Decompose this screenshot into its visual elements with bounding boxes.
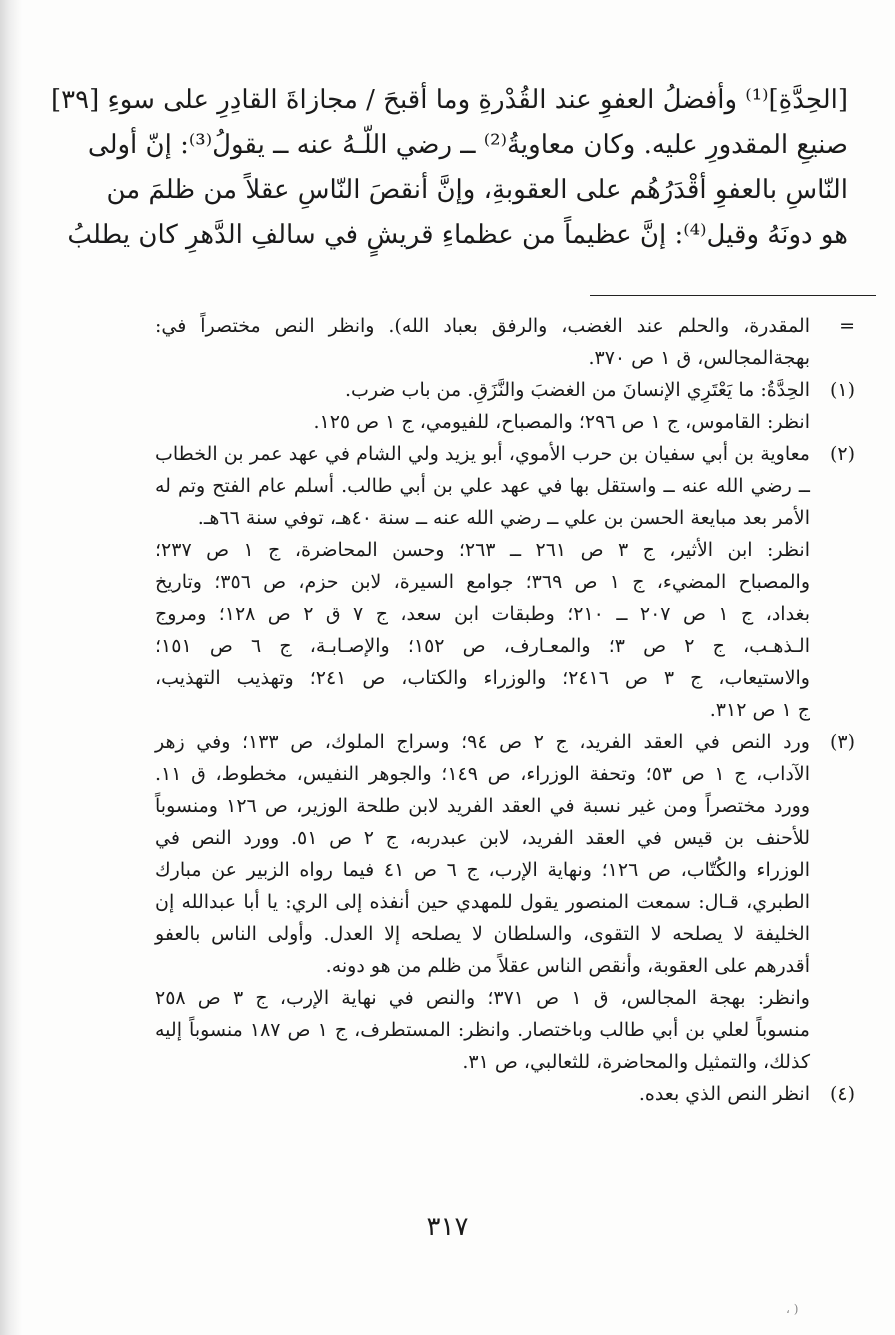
footnote-line: للأحنف بن قيس في العقد الفريد، لابن عبدربه، ج ٢ ص ٥١. وورد النص في — [155, 827, 810, 849]
footnote-line: انظر: ابن الأثير، ج ٣ ص ٢٦١ ــ ٢٦٣؛ وحسن المحاضرة، ج ١ ص ٢٣٧؛ — [155, 539, 810, 561]
footnote-line: كذلك، والتمثيل والمحاضرة، للثعالبي، ص ٣١. — [462, 1051, 810, 1073]
footnote-line: الخليفة لا يصلحه لا التقوى، والسلطان لا يصلحه إلا العدل. وأولى الناس بالعفو — [155, 923, 810, 945]
footnote-marker: = — [839, 315, 855, 337]
binding-shadow — [0, 0, 22, 1335]
footnote-body — [155, 726, 810, 1078]
footnote-continuation — [155, 310, 855, 374]
footnote-line: والاستيعاب، ج ٣ ص ٢٤١٦؛ والوزراء والكتاب، ص ٢٤١؛ وتهذيب التهذيب، — [155, 667, 810, 689]
footnote-separator — [590, 295, 876, 296]
footnotes — [155, 310, 855, 1110]
footnote-2 — [155, 438, 855, 726]
footnote-body — [155, 374, 810, 438]
footnote-marker: (٤) — [829, 1083, 855, 1105]
footnote-line: وانظر: بهجة المجالس، ق ١ ص ٣٧١؛ والنص في نهاية الإرب، ج ٣ ص ٢٥٨ — [155, 987, 810, 1009]
footnote-line: ــ رضي الله عنه ــ واستقل بها في عهد علي بن أبي طالب. أسلم عام الفتح وتم له — [155, 475, 810, 497]
page-number: ٣١٧ — [426, 1212, 469, 1242]
footnote-line: الحِدَّةُ: ما يَعْتَرِي الإنسانَ من الغضبَ والنَّزَقِ. من باب ضرب. — [344, 379, 810, 401]
footnote-line: الآداب، ج ١ ص ٥٣؛ وتحفة الوزراء، ص ١٤٩؛ والجوهر النفيس، مخطوط، ق ١١. — [155, 763, 810, 785]
footnote-line: والمصباح المضيء، ج ١ ص ٣٦٩؛ جوامع السيرة، لابن حزم، ص ٣٥٦؛ وتاريخ — [155, 571, 810, 593]
footnote-line: بهجةالمجالس، ق ١ ص ٣٧٠. — [588, 347, 810, 369]
footnote-line: وورد مختصراً ومن غير نسبة في العقد الفريد لابن طلحة الوزير، ص ١٢٦ ومنسوباً — [155, 795, 811, 817]
main-text — [50, 78, 848, 258]
footnote-body — [155, 1078, 810, 1110]
footnote-marker: (١) — [829, 379, 855, 401]
footnote-marker: (٣) — [829, 731, 855, 753]
footnote-marker: (٢) — [829, 443, 855, 465]
footnote-body — [155, 438, 810, 726]
footnote-line: منسوباً لعلي بن أبي طالب وباختصار. وانظر: المستطرف، ج ١ ص ١٨٧ منسوباً إليه — [155, 1019, 810, 1041]
footnote-4 — [155, 1078, 855, 1110]
footnote-3 — [155, 726, 855, 1078]
main-text-line: صنيعِ المقدورِ عليه. وكان معاويةُ⁽²⁾ ــ رضي اللّـهُ عنه ــ يقولُ⁽³⁾: إنّ أولى — [87, 130, 848, 160]
footnote-line: الطبري، قـال: سمعت المنصور يقول للمهدي حين أنفذه إلى الري: يا أبا عبدالله إن — [155, 891, 810, 913]
footnote-line: أقدرهم على العقوبة، وأنقص الناس عقلاً من ظلم من هو دونه. — [325, 955, 810, 977]
footnote-line: ج ١ ص ٣١٢. — [709, 699, 810, 721]
footnote-line: انظر: القاموس، ج ١ ص ٢٩٦؛ والمصباح، للفيومي، ج ١ ص ١٢٥. — [313, 411, 810, 433]
main-text-line: هو دونَهُ وقيل⁽⁴⁾: إنَّ عظيماً من عظماءِ قريشٍ في سالفِ الدَّهرِ كان يطلبُ — [67, 220, 848, 250]
footnote-1 — [155, 374, 855, 438]
scan-specks: ( ، — [786, 1302, 799, 1316]
footnote-line: ورد النص في العقد الفريد، ج ٢ ص ٩٤؛ وسراج الملوك، ص ١٣٣؛ وفي زهر — [155, 731, 810, 753]
footnote-line: انظر النص الذي بعده. — [638, 1083, 810, 1105]
footnote-line: بغداد، ج ١ ص ٢٠٧ ــ ٢١٠؛ وطبقات ابن سعد، ج ٧ ق ٢ ص ١٢٨؛ ومروج — [155, 603, 811, 625]
footnote-line: المقدرة، والحلم عند الغضب، والرفق بعباد الله). وانظر النص مختصراً في: — [155, 315, 810, 337]
footnote-line: الأمر بعد مبايعة الحسن بن علي ــ رضي الله عنه ــ سنة ٤٠هـ، توفي سنة ٦٦هـ. — [197, 507, 810, 529]
footnote-line: الوزراء والكُتّاب، ص ١٢٦؛ ونهاية الإرب، ج ٦ ص ٤١ فيما رواه الزبير عن مبارك — [155, 859, 810, 881]
footnote-body — [155, 310, 810, 374]
main-text-line: النّاسِ بالعفوِ أقْدَرُهُم على العقوبةِ، وإنَّ أنقصَ النّاسِ عقلاً من ظلمَ من — [106, 175, 848, 205]
footnote-line: معاوية بن أبي سفيان بن حرب الأموي، أبو يزيد ولي الشام في عهد عمر بن الخطاب — [155, 443, 810, 465]
footnote-line: الـذهـب، ج ٢ ص ٣؛ والمعـارف، ص ١٥٢؛ والإصـابـة، ج ٦ ص ١٥١؛ — [155, 635, 811, 657]
main-text-line: [الحِدَّةِ]⁽¹⁾ وأفضلُ العفوِ عند القُدْرةِ وما أقبحَ / مجازاةَ القادِرِ على سوءِ [٣٩] — [50, 85, 848, 115]
